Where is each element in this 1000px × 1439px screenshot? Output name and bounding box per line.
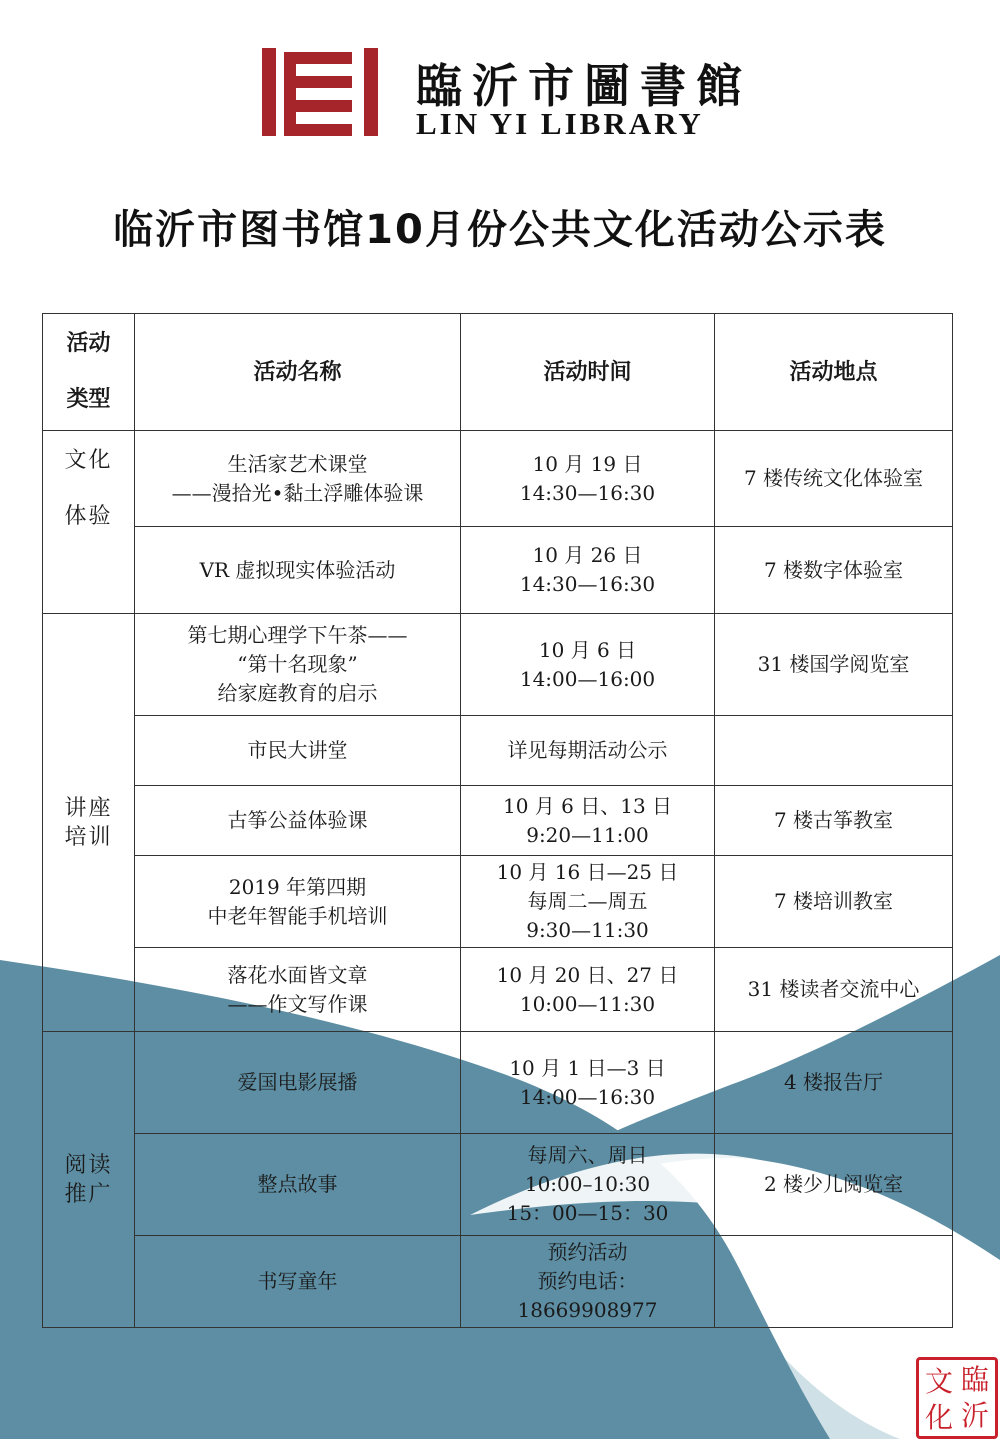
type-line: 推广 (64, 1181, 113, 1207)
activity-name-line: 生活家艺术课堂 (227, 451, 368, 476)
type-cell-reading (43, 1032, 135, 1328)
activity-time-line: 10 月 16 日—25 日 (496, 860, 679, 884)
activity-time-line: 10 月 19 日 (532, 451, 643, 476)
activity-place-cell: 7 楼传统文化体验室 (715, 431, 953, 527)
activity-time-cell (461, 948, 715, 1032)
activity-name-line: 第七期心理学下午茶—— (187, 623, 408, 647)
type-cell-culture (43, 431, 135, 614)
activity-name-line: 2019 年第四期 (228, 874, 367, 899)
activity-place-cell: 4 楼报告厅 (715, 1032, 953, 1134)
seal-char: 臨 (960, 1363, 989, 1396)
activity-time-line: 预约电话： (537, 1269, 638, 1293)
activity-name-line: 整点故事 (257, 1172, 338, 1196)
table-row (43, 1032, 953, 1134)
table-row (43, 856, 953, 948)
library-logo-icon (262, 44, 378, 140)
activity-time-line: 14:30—16:30 (519, 480, 656, 505)
activity-place-cell: 31 楼国学阅览室 (715, 614, 953, 716)
activity-name-line: 中老年智能手机培训 (207, 903, 388, 928)
type-cell-lecture (43, 614, 135, 1032)
type-line: 阅读 (64, 1152, 113, 1178)
activity-time-line: 10 月 1 日—3 日 (509, 1055, 666, 1080)
table-row (43, 1236, 953, 1328)
table-row (43, 614, 953, 716)
activity-time-line: 14:00—16:00 (519, 666, 656, 691)
activity-name-line: ——作文写作课 (227, 991, 368, 1016)
page-header (0, 0, 1000, 190)
activity-time-line: 9:20—11:00 (526, 822, 649, 847)
activity-name-cell (135, 716, 461, 786)
type-line: 体验 (64, 504, 113, 529)
activity-time-cell (461, 1134, 715, 1236)
seal-char: 化 (924, 1401, 953, 1434)
header-type-line: 类型 (66, 387, 111, 412)
activity-name-line: 落花水面皆文章 (227, 962, 368, 987)
activity-time-cell (461, 527, 715, 614)
type-line: 培训 (64, 824, 113, 850)
table-row (43, 431, 953, 527)
header-activity-type (43, 314, 135, 431)
activity-place-cell: 31 楼读者交流中心 (715, 948, 953, 1032)
activity-schedule-table (42, 313, 953, 1328)
activity-place-cell: 7 楼数字体验室 (715, 527, 953, 614)
library-name-english: LIN YI LIBRARY (416, 106, 704, 141)
activity-time-cell (461, 431, 715, 527)
activity-place-cell: 7 楼古筝教室 (715, 786, 953, 856)
activity-name-cell (135, 527, 461, 614)
seal-char: 沂 (960, 1399, 989, 1432)
activity-time-line: 详见每期活动公示 (507, 738, 668, 762)
activity-name-line: 给家庭教育的启示 (217, 681, 378, 705)
activity-time-line: 10 月 26 日 (532, 543, 643, 567)
activity-name-line: VR 虚拟现实体验活动 (199, 557, 396, 582)
library-name-chinese: 臨沂市圖書館 (416, 59, 752, 113)
activity-name-line: 古筝公益体验课 (227, 808, 368, 832)
activity-time-line: 10:00–10:30 (524, 1172, 651, 1196)
activity-time-line: 预约活动 (547, 1240, 628, 1264)
table-row (43, 948, 953, 1032)
table-row (43, 716, 953, 786)
table-row (43, 786, 953, 856)
activity-time-cell (461, 786, 715, 856)
activity-name-cell (135, 1236, 461, 1328)
activity-time-cell (461, 1236, 715, 1328)
activity-time-line: 10:00—11:30 (519, 991, 656, 1016)
activity-time-line: 每周六、周日 (527, 1143, 648, 1167)
activity-place-cell: 2 楼少儿阅览室 (715, 1134, 953, 1236)
activity-name-cell (135, 1134, 461, 1236)
activity-time-cell (461, 614, 715, 716)
activity-name-line: ——漫拾光•黏土浮雕体验课 (171, 480, 424, 505)
table-row (43, 527, 953, 614)
table-header-row (43, 314, 953, 431)
seal-char: 文 (924, 1365, 953, 1398)
header-activity-place: 活动地点 (715, 314, 953, 431)
table-row (43, 1134, 953, 1236)
page-title: 临沂市图书馆10月份公共文化活动公示表 (113, 207, 887, 253)
activity-time-line: 14:30—16:30 (519, 572, 656, 596)
activity-name-cell (135, 948, 461, 1032)
activity-time-line: 15：00—15：30 (506, 1201, 669, 1225)
activity-name-cell (135, 431, 461, 527)
type-line: 讲座 (64, 795, 113, 821)
activity-time-line: 每周二—周五 (527, 889, 648, 913)
activity-name-cell (135, 614, 461, 716)
activity-time-cell (461, 856, 715, 948)
activity-place-cell: 7 楼培训教室 (715, 856, 953, 948)
activity-place-cell (715, 1236, 953, 1328)
activity-time-line: 10 月 20 日、27 日 (496, 962, 679, 987)
header-activity-time: 活动时间 (461, 314, 715, 431)
type-line: 文化 (64, 448, 113, 473)
header-activity-name: 活动名称 (135, 314, 461, 431)
activity-name-line: 书写童年 (257, 1269, 338, 1293)
linyi-culture-seal (916, 1357, 998, 1439)
activity-name-line: “第十名现象” (237, 652, 358, 676)
activity-place-cell (715, 716, 953, 786)
activity-name-line: 市民大讲堂 (247, 738, 348, 762)
header-type-line: 活动 (66, 331, 111, 356)
activity-time-line: 10 月 6 日、13 日 (502, 793, 673, 818)
activity-time-line: 9:30—11:30 (526, 918, 649, 942)
activity-time-line: 10 月 6 日 (538, 637, 637, 662)
activity-time-line: 18669908977 (517, 1298, 658, 1322)
activity-name-line: 爱国电影展播 (237, 1070, 358, 1094)
activity-name-cell (135, 786, 461, 856)
activity-name-cell (135, 856, 461, 948)
activity-time-cell (461, 716, 715, 786)
activity-time-line: 14:00—16:30 (519, 1084, 656, 1109)
activity-time-cell (461, 1032, 715, 1134)
activity-name-cell (135, 1032, 461, 1134)
